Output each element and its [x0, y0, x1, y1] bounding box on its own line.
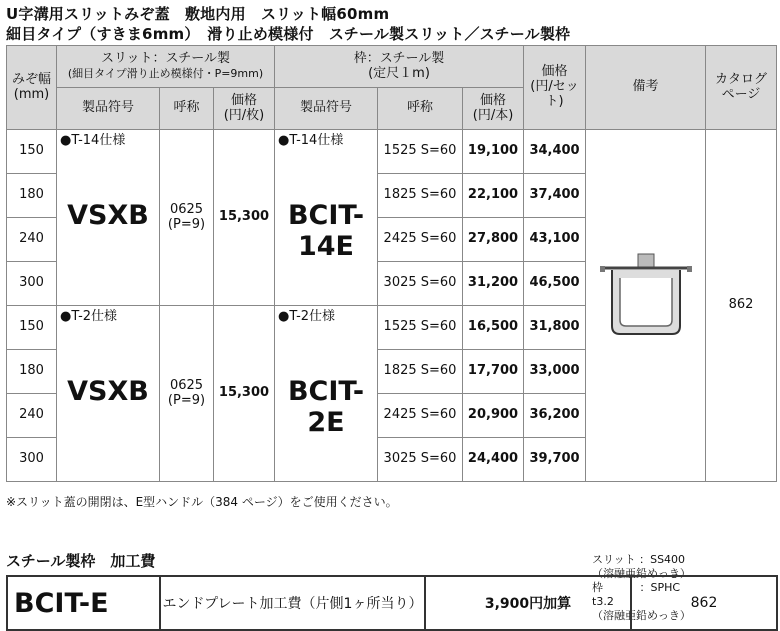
frame-name: 2425 S=60	[378, 394, 463, 438]
slit-code: VSXB	[67, 200, 149, 231]
frame-spec-cell	[275, 306, 378, 482]
processing-code: BCIT-E	[7, 576, 160, 630]
set-price: 37,400	[524, 174, 586, 218]
frame-price: 20,900	[463, 394, 524, 438]
title-line-1: U字溝用スリットみぞ蓋 敷地内用 スリット幅60mm	[6, 5, 390, 23]
frame-price: 31,200	[463, 262, 524, 306]
slit-spec-cell	[57, 306, 160, 482]
set-price: 34,400	[524, 130, 586, 174]
header-set-price: 価格 (円/セット)	[524, 46, 586, 130]
set-price: 46,500	[524, 262, 586, 306]
frame-name: 1525 S=60	[378, 130, 463, 174]
frame-code: BCIT-2E	[287, 376, 365, 439]
frame-price: 19,100	[463, 130, 524, 174]
frame-name: 3025 S=60	[378, 438, 463, 482]
frame-price: 22,100	[463, 174, 524, 218]
processing-price	[425, 576, 631, 630]
header-catalog: カタログ ページ	[706, 46, 777, 130]
processing-description: エンドプレート加工費（片側1ヶ所当り）	[160, 576, 425, 630]
frame-name: 1825 S=60	[378, 174, 463, 218]
width-cell: 240	[7, 218, 57, 262]
slit-price: 15,300	[214, 306, 275, 482]
slit-code: VSXB	[67, 376, 149, 407]
header-slit-group	[57, 46, 275, 88]
slit-spec-label: ●T-2仕様	[60, 309, 118, 324]
header-frame-group	[275, 46, 524, 88]
frame-price: 27,800	[463, 218, 524, 262]
title-line-2: 細目タイプ（すきま6mm） 滑り止め模様付 スチール製スリット／スチール製枠	[6, 25, 571, 43]
header-frame-name: 呼称	[378, 88, 463, 130]
frame-name: 1525 S=60	[378, 306, 463, 350]
frame-price: 24,400	[463, 438, 524, 482]
footnote: ※スリット蓋の開閉は、E型ハンドル（384 ページ）をご使用ください。	[6, 495, 398, 509]
header-frame-group-title: 枠：スチール製	[353, 50, 445, 66]
set-price: 39,700	[524, 438, 586, 482]
header-frame-code: 製品符号	[275, 88, 378, 130]
set-price: 33,000	[524, 350, 586, 394]
slit-name: 0625 (P=9)	[160, 130, 214, 306]
header-frame-group-sub: (定尺１m)	[368, 65, 430, 81]
width-cell: 300	[7, 438, 57, 482]
frame-spec-label: ●T-2仕様	[278, 309, 336, 324]
remarks-text: スリット ：SS400 （溶融亜鉛めっき） 枠 ：SPHC t3.2 （溶融亜鉛めっき）	[592, 553, 691, 622]
table-row	[7, 130, 777, 174]
processing-table	[6, 575, 778, 631]
frame-code: BCIT-14E	[287, 200, 365, 263]
catalog-page: 862	[706, 130, 777, 482]
width-cell: 180	[7, 350, 57, 394]
processing-price-value: 3,900円加算	[484, 596, 572, 612]
frame-spec-cell	[275, 130, 378, 306]
frame-name: 1825 S=60	[378, 350, 463, 394]
width-cell: 300	[7, 262, 57, 306]
processing-page: 862	[631, 576, 777, 630]
header-slit-group-title: スリット：スチール製	[101, 50, 230, 66]
width-cell: 240	[7, 394, 57, 438]
slit-spec-cell	[57, 130, 160, 306]
header-slit-code: 製品符号	[57, 88, 160, 130]
width-cell: 150	[7, 306, 57, 350]
frame-price: 16,500	[463, 306, 524, 350]
set-price: 36,200	[524, 394, 586, 438]
gutter-cover-diagram-icon	[596, 250, 696, 340]
frame-price: 17,700	[463, 350, 524, 394]
header-frame-price: 価格 (円/本)	[463, 88, 524, 130]
frame-name: 2425 S=60	[378, 218, 463, 262]
slit-price: 15,300	[214, 130, 275, 306]
header-width: みぞ幅 (mm)	[7, 46, 57, 130]
width-cell: 150	[7, 130, 57, 174]
table-row	[7, 576, 777, 630]
header-remarks: 備考	[586, 46, 706, 130]
slit-name: 0625 (P=9)	[160, 306, 214, 482]
slit-spec-label: ●T-14仕様	[60, 133, 126, 148]
set-price: 43,100	[524, 218, 586, 262]
width-cell: 180	[7, 174, 57, 218]
header-slit-group-sub: (細目タイプ滑り止め模様付・P=9mm)	[67, 66, 264, 80]
frame-name: 3025 S=60	[378, 262, 463, 306]
header-slit-name: 呼称	[160, 88, 214, 130]
section-title: スチール製枠 加工費	[6, 552, 156, 570]
header-slit-price: 価格 (円/枚)	[214, 88, 275, 130]
set-price: 31,800	[524, 306, 586, 350]
frame-spec-label: ●T-14仕様	[278, 133, 344, 148]
